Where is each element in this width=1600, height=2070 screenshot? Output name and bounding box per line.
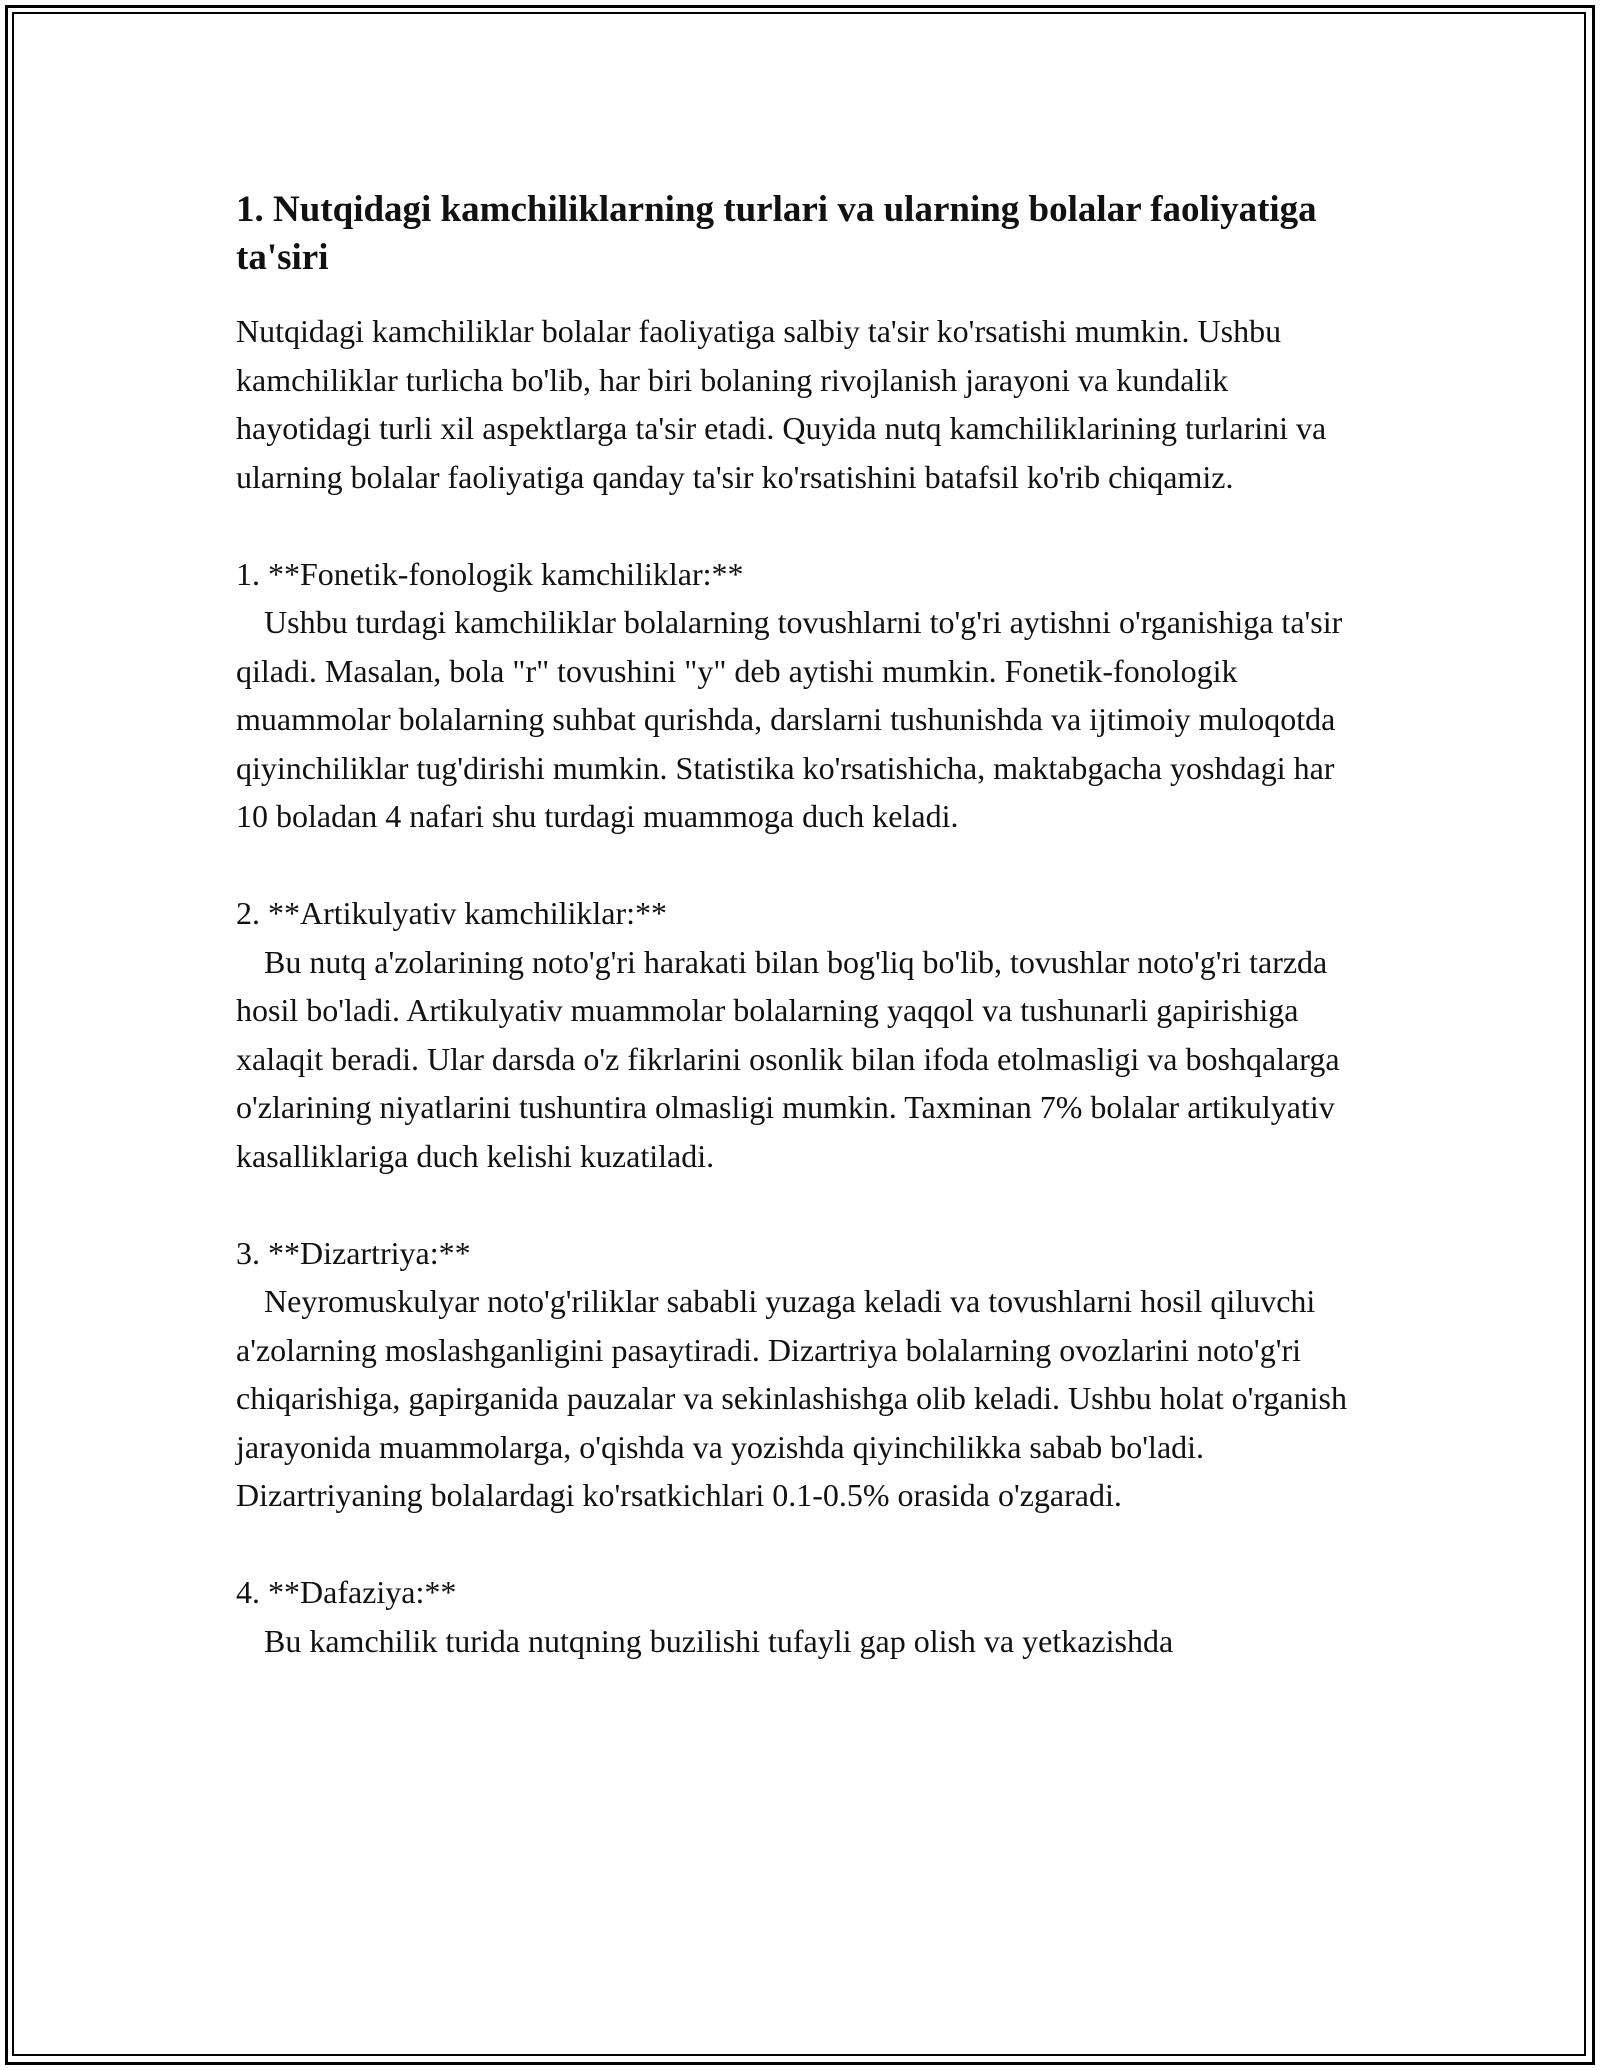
list-item-dizartriya [236, 1229, 1366, 1520]
list-item-artikulyativ [236, 889, 1366, 1180]
list-item-body: Neyromuskulyar noto'g'riliklar sababli yuzaga keladi va tovushlarni hosil qiluvchi a'zolarning moslashganligini pasaytiradi. Dizartriya bolalarning ovozlarini noto'g'ri chiqarishiga, gapirganida pauzalar va sekinlashishga olib keladi. Ushbu holat o'rganish jarayonida muammolarga, o'qishda va yozishda qiyinchilikka sabab bo'ladi. Dizartriyaning bolalardagi ko'rsatkichlari 0.1-0.5% orasida o'zgaradi. [236, 1283, 1355, 1513]
list-item-body: Bu kamchilik turida nutqning buzilishi tufayli gap olish va yetkazishda [264, 1622, 1174, 1659]
list-item-title: 3. **Dizartriya:** [236, 1234, 471, 1271]
list-item-title: 4. **Dafaziya:** [236, 1574, 457, 1610]
document-content [236, 186, 1366, 1665]
list-item-body: Ushbu turdagi kamchiliklar bolalarning tovushlarni to'g'ri aytishni o'rganishiga ta'sir qiladi. Masalan, bola "r" tovushini "y" deb aytishi mumkin. Fonetik-fonologik muammolar bolalarning suhbat qurishda, darslarni tushunishda va ijtimoiy muloqotda qiyinchiliklar tug'dirishi mumkin. Statistika ko'rsatishicha, maktabgacha yoshdagi har 10 boladan 4 nafari shu turdagi muammoga duch keladi. [236, 604, 1351, 834]
section-heading: 1. Nutqidagi kamchiliklarning turlari va ularning bolalar faoliyatiga ta'siri [236, 189, 1317, 278]
list-item-fonetik [236, 550, 1366, 841]
list-item-title: 2. **Artikulyativ kamchiliklar:** [236, 895, 668, 931]
list-item-dafaziya [236, 1568, 1366, 1665]
list-item-body: Bu nutq a'zolarining noto'g'ri harakati bilan bog'liq bo'lib, tovushlar noto'g'ri tarzda hosil bo'ladi. Artikulyativ muammolar bolalarning yaqqol va tushunarli gapirishiga xalaqit beradi. Ular darsda o'z fikrlarini osonlik bilan ifoda etolmasligi va boshqalarga o'zlarining niyatlarini tushuntira olmasligi mumkin. Taxminan 7% bolalar artikulyativ kasalliklariga duch kelishi kuzatiladi. [236, 943, 1348, 1174]
list-item-title: 1. **Fonetik-fonologik kamchiliklar:** [236, 555, 744, 592]
intro-paragraph: Nutqidagi kamchiliklar bolalar faoliyatiga salbiy ta'sir ko'rsatishi mumkin. Ushbu kamchiliklar turlicha bo'lib, har biri bolaning rivojlanish jarayoni va kundalik hayotidagi turli xil aspektlarga ta'sir etadi. Quyida nutq kamchiliklarining turlarini va ularning bolalar faoliyatiga qanday ta'sir ko'rsatishini batafsil ko'rib chiqamiz. [236, 313, 1335, 495]
